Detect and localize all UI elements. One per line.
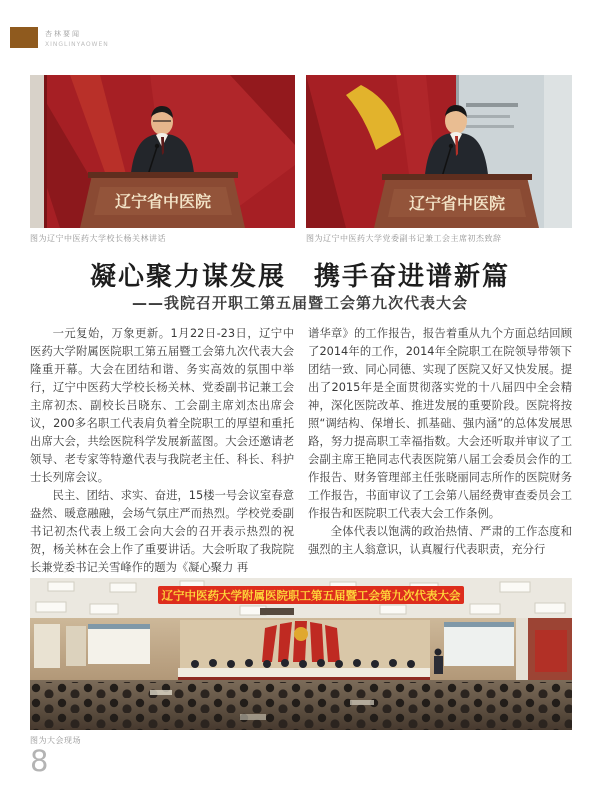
section-tag — [10, 27, 109, 48]
podium-sign-right: 辽宁省中医院 — [408, 194, 506, 213]
caption-photo-right: 图为辽宁中医药大学党委副书记兼工会主席初杰致辞 — [306, 234, 502, 243]
paragraph-2-continued: 谱华章》的工作报告，报告着重从九个方面总结回顾了2014年的工作，2014年全院职工在院领导带领下团结一致、同心同德、实现了医院又好又快发展。提出了2015年是全面贯彻落实党的十八届四中全会精神，深化医院改革、推进发展的重要阶段。医院将按照“调结构、保增长、抓基础、强内涵”的总体发展思路，努力提高职工幸福指数。大会还听取并审议了工会副主席王艳同志代表医院第八届工会委员会作的工作报告、财务管理部主任张晓丽同志所作的医院财务工作报告，书面审议了工会第八届经费审查委员会工作报告和医院职工代表大会工作条例。 — [308, 327, 572, 520]
photo-conference-hall — [30, 578, 572, 730]
caption-photo-bottom: 图为大会现场 — [30, 736, 81, 745]
photo-conference-hall-art — [30, 578, 572, 730]
page-number: 8 — [30, 744, 49, 778]
podium-sign-left: 辽宁省中医院 — [114, 192, 212, 211]
body-column-right — [308, 325, 572, 578]
section-label — [45, 27, 109, 48]
photo-speaker-chujie-art — [306, 75, 572, 228]
section-marker-square — [10, 27, 38, 48]
paragraph-3: 全体代表以饱满的政治热情、严肃的工作态度和强烈的主人翁意识，认真履行代表职责，充分行 — [308, 525, 572, 556]
photo-speaker-yangguanlin-art — [30, 75, 295, 228]
caption-photo-left: 图为辽宁中医药大学校长杨关林讲话 — [30, 234, 166, 243]
article-title: 凝心聚力谋发展 携手奋进谱新篇 — [89, 262, 510, 292]
paragraph-1: 一元复始，万象更新。1月22日-23日，辽宁中医药大学附属医院职工第五届暨工会第九次代表大会隆重开幕。大会在团结和谐、务实高效的氛围中举行，辽宁中医药大学校长杨关林、党委副书记兼工会主席初杰、副校长吕晓东、工会副主席刘杰出席会议，200多名职工代表肩负着全院职工的厚望和重托出席大会，共绘医院科学发展新蓝图。大会还邀请老领导、老专家等特邀代表与我院老主任、科长、科护士长列席会议。 — [30, 327, 294, 484]
photo-speaker-yangguanlin — [30, 75, 295, 228]
paragraph-2: 民主、团结、求实、奋进，15楼一号会议室春意盎然、暖意融融，会场气氛庄严而热烈。学校党委副书记初杰代表上级工会向大会的召开表示热烈的祝贺，杨关林在会上作了重要讲话。大会听取了我院院长兼党委书记关雪峰作的题为《凝心聚力 再 — [30, 489, 294, 574]
section-label-en: XINGLINYAOWEN — [45, 41, 109, 48]
body-column-left — [30, 325, 294, 578]
section-label-cn: 杏林要闻 — [45, 30, 81, 38]
article-subtitle: ——我院召开职工第五届暨工会第九次代表大会 — [131, 294, 468, 312]
photo-speaker-chujie — [306, 75, 572, 228]
conference-banner-text: 辽宁中医药大学附属医院职工第五届暨工会第九次代表大会 — [161, 588, 461, 603]
